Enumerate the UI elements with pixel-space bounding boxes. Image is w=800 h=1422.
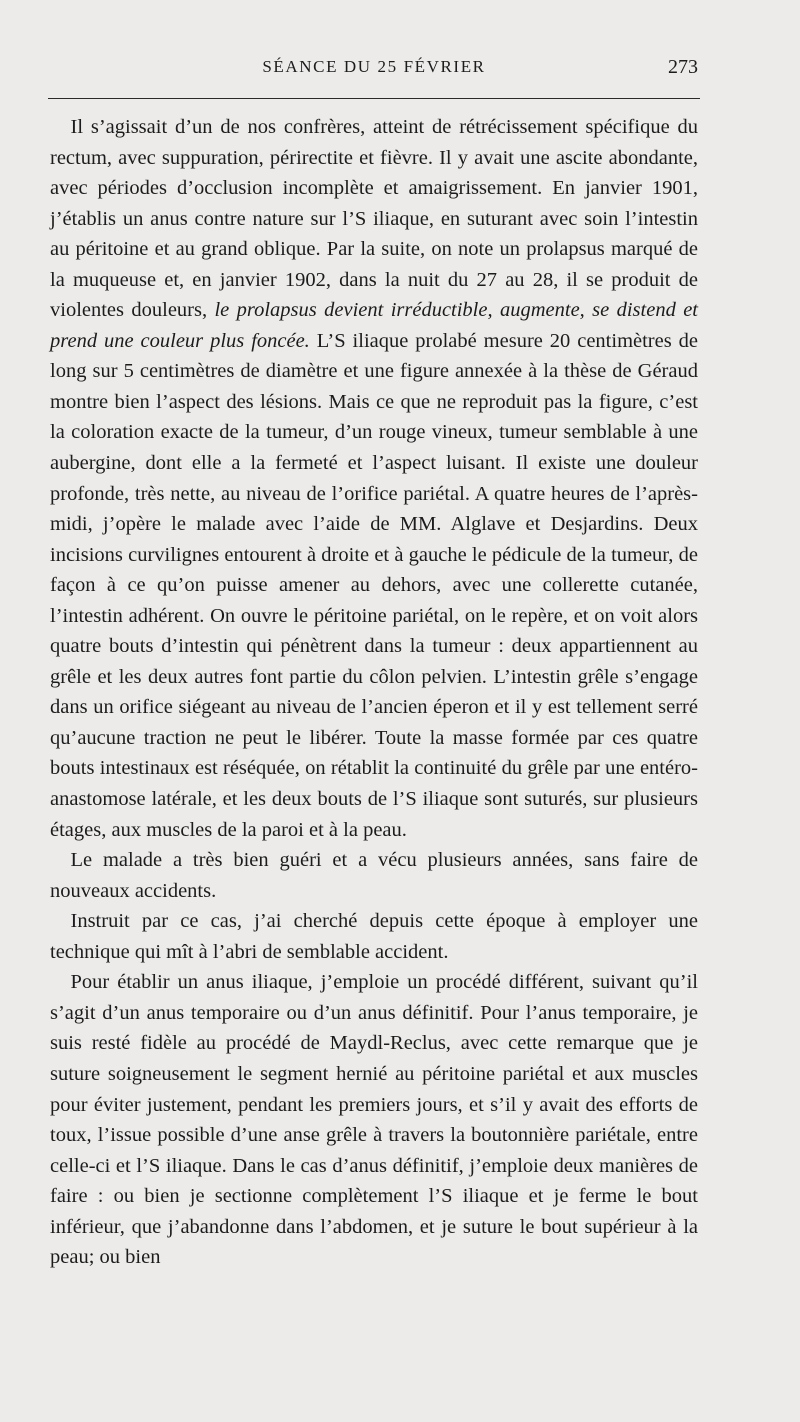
paragraph-technique: Instruit par ce cas, j’ai cherché depuis cette époque à employer une technique qui mît à l’abri de semblable accident. [50, 910, 698, 963]
running-head [50, 52, 698, 82]
body-text [50, 112, 698, 1273]
paragraph-procedure: Pour établir un anus iliaque, j’emploie un procédé différent, suivant qu’il s’agit d’un anus temporaire ou d’un anus définitif. Pour l’anus temporaire, je suis resté fidèle au procédé de Maydl-Reclus, avec cette remarque que je suture soigneusement le segment hernié au péritoine pariétal et aux muscles pour éviter justement, pendant les premiers jours, et s’il y avait des efforts de toux, l’issue possible d’une anse grêle à travers la boutonnière pariétale, entre celle-ci et l’S iliaque. Dans le cas d’anus définitif, j’emploie deux manières de faire : ou bien je sectionne complètement l’S iliaque et je ferme le bout inférieur, que j’abandonne dans l’abdomen, et je suture le bout supérieur à la peau; ou bien [50, 971, 698, 1269]
header-rule [48, 98, 700, 99]
page-number: 273 [668, 56, 698, 78]
italic-passage: le prolapsus devient irréductible, augmente, se distend et prend une couleur plus foncée. [50, 299, 698, 352]
running-title: SÉANCE DU 25 FÉVRIER [262, 57, 486, 76]
paragraph-text: L’S iliaque prolabé mesure 20 centimètres de long sur 5 centimètres de diamètre et une figure annexée à la thèse de Géraud montre bien l’aspect des lésions. Mais ce que ne reproduit pas la figure, c’est la coloration exacte de la tumeur, d’un rouge vineux, tumeur semblable à une aubergine, dont elle a la fermeté et l’aspect luisant. Il existe une douleur profonde, très nette, au niveau de l’orifice pariétal. A quatre heures de l’après-midi, j’opère le malade avec l’aide de MM. Alglave et Desjardins. Deux incisions curvilignes entourent à droite et à gauche le pédicule de la tumeur, de façon à ce qu’on puisse amener au dehors, avec une collerette cutanée, l’intestin adhérent. On ouvre le péritoine pariétal, on le repère, et on voit alors quatre bouts d’intestin qui pénètrent dans la tumeur : deux appartiennent au grêle et les deux autres font partie du côlon pelvien. L’intestin grêle s’engage dans un orifice siégeant au niveau de l’ancien éperon et il y est tellement serré qu’aucune traction ne peut le libérer. Toute la masse formée par ces quatre bouts intestinaux est réséquée, on rétablit la continuité du grêle par une entéro-anastomose latérale, et les deux bouts de l’S iliaque sont suturés, sur plusieurs étages, aux muscles de la paroi et à la peau. [50, 329, 698, 841]
paragraph-case-report [50, 112, 698, 845]
paragraph-text: Il s’agissait d’un de nos confrères, atteint de rétrécissement spécifique du rectum, avec suppuration, périrectite et fièvre. Il y avait une ascite abondante, avec périodes d’occlusion incomplète et amaigrissement. En janvier 1901, j’établis un anus contre nature sur l’S iliaque, en suturant avec soin l’intestin au péritoine et au grand oblique. Par la suite, on note un prolapsus marqué de la muqueuse et, en janvier 1902, dans la nuit du 27 au 28, il se produit de violentes douleurs, [50, 116, 698, 322]
paragraph-outcome: Le malade a très bien guéri et a vécu plusieurs années, sans faire de nouveaux accidents. [50, 849, 698, 902]
